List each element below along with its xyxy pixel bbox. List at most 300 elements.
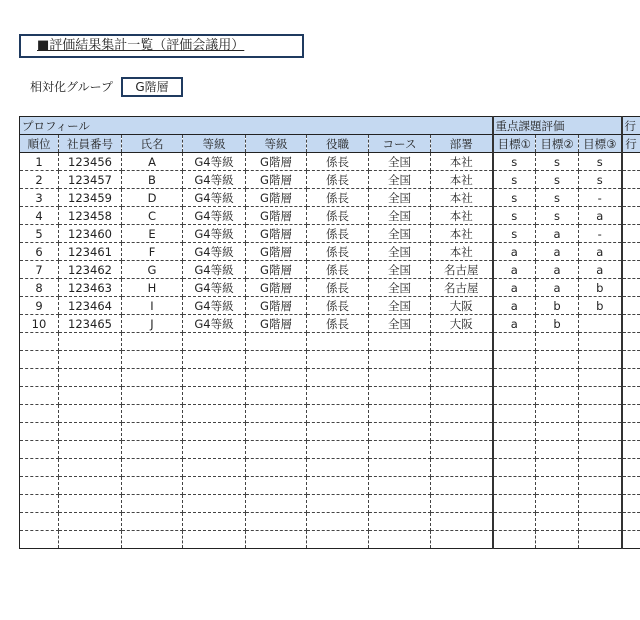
table-cell[interactable]	[431, 459, 493, 477]
table-cell[interactable]	[59, 513, 122, 531]
table-cell[interactable]	[579, 513, 622, 531]
table-cell[interactable]: 6	[20, 243, 59, 261]
table-cell[interactable]	[431, 477, 493, 495]
table-cell[interactable]	[20, 495, 59, 513]
table-cell[interactable]	[369, 459, 431, 477]
table-cell[interactable]	[20, 531, 59, 549]
table-cell[interactable]	[59, 405, 122, 423]
column-header-row	[20, 135, 640, 153]
table-cell[interactable]: s	[536, 171, 579, 189]
table-cell[interactable]	[579, 351, 622, 369]
table-cell[interactable]	[307, 387, 369, 405]
table-cell[interactable]	[431, 369, 493, 387]
table-cell[interactable]	[431, 423, 493, 441]
table-row	[20, 171, 640, 189]
column-header: 部署	[431, 135, 493, 153]
table-cell[interactable]: D	[122, 189, 183, 207]
table-cell[interactable]	[579, 315, 622, 333]
table-cell[interactable]: 5	[20, 225, 59, 243]
table-cell[interactable]: s	[536, 189, 579, 207]
table-cell[interactable]	[622, 495, 640, 513]
table-cell[interactable]: 全国	[369, 171, 431, 189]
table-cell[interactable]	[493, 477, 536, 495]
table-cell[interactable]	[183, 333, 246, 351]
table-cell[interactable]: G階層	[246, 297, 307, 315]
table-cell[interactable]	[20, 351, 59, 369]
table-cell[interactable]	[307, 441, 369, 459]
table-cell[interactable]	[246, 423, 307, 441]
column-header: 行	[622, 135, 640, 153]
table-cell[interactable]	[122, 387, 183, 405]
table-cell[interactable]: 123465	[59, 315, 122, 333]
table-cell[interactable]	[493, 351, 536, 369]
table-cell[interactable]	[536, 351, 579, 369]
table-cell[interactable]	[20, 333, 59, 351]
table-cell[interactable]	[246, 369, 307, 387]
table-cell[interactable]: G4等級	[183, 261, 246, 279]
table-cell[interactable]: B	[122, 171, 183, 189]
table-cell[interactable]	[246, 459, 307, 477]
table-cell[interactable]	[307, 495, 369, 513]
empty-row	[20, 405, 640, 423]
table-cell[interactable]	[622, 333, 640, 351]
table-cell[interactable]	[493, 459, 536, 477]
table-cell[interactable]	[622, 477, 640, 495]
table-cell[interactable]: G4等級	[183, 279, 246, 297]
table-cell[interactable]	[493, 441, 536, 459]
table-cell[interactable]	[579, 387, 622, 405]
table-cell[interactable]: 123456	[59, 153, 122, 171]
table-cell[interactable]	[122, 405, 183, 423]
table-cell[interactable]	[431, 387, 493, 405]
column-header: 役職	[307, 135, 369, 153]
empty-row	[20, 441, 640, 459]
column-header: 順位	[20, 135, 59, 153]
table-cell[interactable]	[307, 477, 369, 495]
sheet-title-box	[19, 34, 304, 58]
table-cell[interactable]: -	[579, 225, 622, 243]
table-cell[interactable]	[122, 477, 183, 495]
table-cell[interactable]: C	[122, 207, 183, 225]
table-cell[interactable]	[493, 495, 536, 513]
table-cell[interactable]: G階層	[246, 189, 307, 207]
table-cell[interactable]	[307, 333, 369, 351]
table-cell[interactable]	[369, 531, 431, 549]
table-cell[interactable]: 本社	[431, 225, 493, 243]
table-cell[interactable]: G	[122, 261, 183, 279]
table-cell[interactable]	[579, 495, 622, 513]
table-cell[interactable]	[493, 387, 536, 405]
table-cell[interactable]: G階層	[246, 225, 307, 243]
table-cell[interactable]: 係長	[307, 279, 369, 297]
table-cell[interactable]	[59, 531, 122, 549]
table-cell[interactable]: 8	[20, 279, 59, 297]
table-cell[interactable]	[493, 531, 536, 549]
table-cell[interactable]	[622, 351, 640, 369]
table-cell[interactable]: 123460	[59, 225, 122, 243]
table-cell[interactable]	[183, 351, 246, 369]
table-cell[interactable]	[579, 423, 622, 441]
table-cell[interactable]	[183, 369, 246, 387]
table-cell[interactable]: G階層	[246, 171, 307, 189]
table-cell[interactable]	[246, 333, 307, 351]
column-header: コース	[369, 135, 431, 153]
table-cell[interactable]	[246, 441, 307, 459]
table-cell[interactable]	[20, 513, 59, 531]
empty-row	[20, 369, 640, 387]
table-cell[interactable]	[431, 441, 493, 459]
table-cell[interactable]	[183, 423, 246, 441]
table-cell[interactable]: 123464	[59, 297, 122, 315]
table-cell[interactable]: 全国	[369, 225, 431, 243]
table-cell[interactable]: b	[579, 279, 622, 297]
table-cell[interactable]: 係長	[307, 297, 369, 315]
table-row	[20, 315, 640, 333]
table-cell[interactable]	[307, 405, 369, 423]
table-cell[interactable]	[622, 459, 640, 477]
table-cell[interactable]: G階層	[246, 315, 307, 333]
table-cell[interactable]: 123463	[59, 279, 122, 297]
section-profile: プロフィール	[20, 117, 493, 135]
table-cell[interactable]: 7	[20, 261, 59, 279]
table-cell[interactable]	[493, 423, 536, 441]
table-cell[interactable]	[246, 531, 307, 549]
table-cell[interactable]	[536, 333, 579, 351]
column-header: 等級	[183, 135, 246, 153]
table-cell[interactable]: a	[493, 243, 536, 261]
table-cell[interactable]: 3	[20, 189, 59, 207]
table-cell[interactable]	[431, 495, 493, 513]
table-row	[20, 261, 640, 279]
table-cell[interactable]	[622, 279, 640, 297]
table-cell[interactable]	[536, 531, 579, 549]
table-cell[interactable]	[122, 459, 183, 477]
table-cell[interactable]: G階層	[246, 207, 307, 225]
table-cell[interactable]	[369, 441, 431, 459]
table-cell[interactable]	[536, 495, 579, 513]
empty-row	[20, 387, 640, 405]
table-cell[interactable]	[493, 333, 536, 351]
table-cell[interactable]	[622, 405, 640, 423]
table-cell[interactable]	[307, 531, 369, 549]
table-cell[interactable]: 係長	[307, 207, 369, 225]
table-cell[interactable]	[122, 423, 183, 441]
table-cell[interactable]	[183, 459, 246, 477]
table-cell[interactable]: 本社	[431, 171, 493, 189]
table-cell[interactable]: 9	[20, 297, 59, 315]
table-cell[interactable]: J	[122, 315, 183, 333]
table-cell[interactable]: 本社	[431, 207, 493, 225]
table-cell[interactable]: s	[579, 153, 622, 171]
table-cell[interactable]	[246, 513, 307, 531]
table-cell[interactable]	[122, 495, 183, 513]
table-cell[interactable]	[493, 513, 536, 531]
table-cell[interactable]	[183, 405, 246, 423]
table-cell[interactable]	[431, 405, 493, 423]
table-cell[interactable]	[579, 459, 622, 477]
table-cell[interactable]: 係長	[307, 243, 369, 261]
table-cell[interactable]	[536, 459, 579, 477]
table-cell[interactable]	[622, 387, 640, 405]
table-cell[interactable]: 4	[20, 207, 59, 225]
table-cell[interactable]	[579, 531, 622, 549]
table-cell[interactable]	[622, 315, 640, 333]
table-cell[interactable]: F	[122, 243, 183, 261]
table-cell[interactable]: 123462	[59, 261, 122, 279]
table-cell[interactable]: 2	[20, 171, 59, 189]
column-header: 目標③	[579, 135, 622, 153]
table-cell[interactable]	[369, 387, 431, 405]
table-cell[interactable]: E	[122, 225, 183, 243]
empty-row	[20, 351, 640, 369]
table-cell[interactable]	[59, 477, 122, 495]
table-cell[interactable]: 123459	[59, 189, 122, 207]
empty-row	[20, 423, 640, 441]
column-header: 氏名	[122, 135, 183, 153]
table-cell[interactable]	[59, 351, 122, 369]
table-cell[interactable]: 係長	[307, 315, 369, 333]
table-cell[interactable]	[622, 207, 640, 225]
table-cell[interactable]	[369, 513, 431, 531]
table-cell[interactable]	[307, 459, 369, 477]
empty-row	[20, 513, 640, 531]
table-cell[interactable]: 全国	[369, 207, 431, 225]
table-cell[interactable]	[59, 423, 122, 441]
table-cell[interactable]	[622, 441, 640, 459]
table-cell[interactable]	[246, 405, 307, 423]
table-cell[interactable]	[20, 477, 59, 495]
table-cell[interactable]	[431, 513, 493, 531]
table-cell[interactable]	[59, 369, 122, 387]
table-cell[interactable]	[122, 531, 183, 549]
table-cell[interactable]: a	[493, 261, 536, 279]
table-cell[interactable]	[183, 441, 246, 459]
table-cell[interactable]	[122, 441, 183, 459]
table-cell[interactable]	[431, 351, 493, 369]
table-cell[interactable]	[20, 387, 59, 405]
table-cell[interactable]	[536, 441, 579, 459]
evaluation-table	[19, 116, 640, 549]
table-cell[interactable]	[431, 531, 493, 549]
table-cell[interactable]: 係長	[307, 189, 369, 207]
table-cell[interactable]: A	[122, 153, 183, 171]
table-cell[interactable]	[579, 333, 622, 351]
table-cell[interactable]: G4等級	[183, 153, 246, 171]
table-cell[interactable]: G4等級	[183, 171, 246, 189]
table-cell[interactable]	[369, 423, 431, 441]
table-cell[interactable]: b	[536, 315, 579, 333]
table-cell[interactable]	[183, 513, 246, 531]
table-cell[interactable]	[20, 369, 59, 387]
sheet-title: ■評価結果集計一覧（評価会議用）	[37, 38, 245, 53]
table-cell[interactable]: 大阪	[431, 315, 493, 333]
table-cell[interactable]	[307, 513, 369, 531]
table-cell[interactable]	[369, 495, 431, 513]
table-cell[interactable]: G4等級	[183, 297, 246, 315]
table-cell[interactable]: a	[536, 261, 579, 279]
table-cell[interactable]	[536, 405, 579, 423]
table-cell[interactable]	[59, 459, 122, 477]
table-cell[interactable]: a	[536, 243, 579, 261]
table-cell[interactable]	[122, 351, 183, 369]
table-cell[interactable]	[622, 153, 640, 171]
column-header: 等級	[246, 135, 307, 153]
table-cell[interactable]: 係長	[307, 261, 369, 279]
table-cell[interactable]	[622, 171, 640, 189]
table-cell[interactable]	[579, 405, 622, 423]
table-cell[interactable]	[622, 531, 640, 549]
table-cell[interactable]: 大阪	[431, 297, 493, 315]
relative-group-value[interactable]: G階層	[121, 77, 183, 97]
table-cell[interactable]: s	[579, 171, 622, 189]
table-cell[interactable]	[622, 369, 640, 387]
table-cell[interactable]: a	[493, 297, 536, 315]
table-cell[interactable]: s	[493, 153, 536, 171]
table-cell[interactable]: 全国	[369, 243, 431, 261]
table-cell[interactable]	[622, 297, 640, 315]
table-cell[interactable]	[246, 477, 307, 495]
section-next: 行	[622, 117, 640, 135]
table-cell[interactable]	[59, 333, 122, 351]
table-cell[interactable]: s	[536, 207, 579, 225]
table-cell[interactable]	[622, 423, 640, 441]
table-cell[interactable]: G4等級	[183, 243, 246, 261]
table-cell[interactable]: a	[493, 315, 536, 333]
table-cell[interactable]: 全国	[369, 279, 431, 297]
table-cell[interactable]: I	[122, 297, 183, 315]
table-cell[interactable]	[369, 405, 431, 423]
table-row	[20, 207, 640, 225]
table-cell[interactable]	[20, 441, 59, 459]
table-cell[interactable]	[493, 369, 536, 387]
table-cell[interactable]	[369, 369, 431, 387]
table-cell[interactable]	[122, 513, 183, 531]
table-cell[interactable]	[246, 351, 307, 369]
table-cell[interactable]	[246, 495, 307, 513]
table-cell[interactable]	[307, 369, 369, 387]
table-cell[interactable]: 係長	[307, 225, 369, 243]
table-cell[interactable]	[59, 387, 122, 405]
table-cell[interactable]	[622, 189, 640, 207]
table-cell[interactable]	[536, 477, 579, 495]
table-cell[interactable]	[493, 405, 536, 423]
table-cell[interactable]: 123461	[59, 243, 122, 261]
table-cell[interactable]	[20, 459, 59, 477]
table-cell[interactable]	[20, 423, 59, 441]
table-cell[interactable]	[246, 387, 307, 405]
table-cell[interactable]: G階層	[246, 261, 307, 279]
table-cell[interactable]: 全国	[369, 261, 431, 279]
table-row	[20, 243, 640, 261]
table-cell[interactable]: b	[536, 297, 579, 315]
table-row	[20, 279, 640, 297]
table-cell[interactable]: s	[493, 225, 536, 243]
table-cell[interactable]: G階層	[246, 243, 307, 261]
table-cell[interactable]	[307, 351, 369, 369]
table-cell[interactable]: 名古屋	[431, 279, 493, 297]
table-cell[interactable]	[307, 423, 369, 441]
table-cell[interactable]: 係長	[307, 153, 369, 171]
table-cell[interactable]	[183, 495, 246, 513]
table-cell[interactable]: G階層	[246, 153, 307, 171]
table-cell[interactable]	[431, 333, 493, 351]
table-cell[interactable]: s	[493, 189, 536, 207]
table-cell[interactable]: 係長	[307, 171, 369, 189]
table-cell[interactable]	[579, 477, 622, 495]
table-cell[interactable]: 10	[20, 315, 59, 333]
column-header: 目標①	[493, 135, 536, 153]
table-cell[interactable]	[536, 423, 579, 441]
table-cell[interactable]: 本社	[431, 153, 493, 171]
table-cell[interactable]	[622, 225, 640, 243]
table-cell[interactable]	[622, 513, 640, 531]
table-cell[interactable]	[122, 333, 183, 351]
table-cell[interactable]	[369, 351, 431, 369]
table-cell[interactable]: 本社	[431, 189, 493, 207]
table-cell[interactable]: G4等級	[183, 225, 246, 243]
table-cell[interactable]: G階層	[246, 279, 307, 297]
table-cell[interactable]	[369, 477, 431, 495]
table-cell[interactable]	[183, 387, 246, 405]
table-cell[interactable]: H	[122, 279, 183, 297]
table-cell[interactable]: 全国	[369, 315, 431, 333]
table-cell[interactable]: a	[579, 243, 622, 261]
table-cell[interactable]: a	[493, 279, 536, 297]
table-row	[20, 153, 640, 171]
table-cell[interactable]: s	[536, 153, 579, 171]
empty-row	[20, 477, 640, 495]
table-cell[interactable]	[536, 369, 579, 387]
table-cell[interactable]: a	[579, 207, 622, 225]
table-cell[interactable]	[122, 369, 183, 387]
table-cell[interactable]	[622, 243, 640, 261]
table-cell[interactable]: a	[579, 261, 622, 279]
table-cell[interactable]: a	[536, 225, 579, 243]
table-cell[interactable]: G4等級	[183, 315, 246, 333]
table-cell[interactable]: s	[493, 207, 536, 225]
table-cell[interactable]: 全国	[369, 153, 431, 171]
table-cell[interactable]	[183, 531, 246, 549]
table-cell[interactable]: 本社	[431, 243, 493, 261]
table-cell[interactable]	[536, 387, 579, 405]
table-cell[interactable]: 123457	[59, 171, 122, 189]
table-cell[interactable]: 全国	[369, 189, 431, 207]
table-cell[interactable]	[579, 441, 622, 459]
table-cell[interactable]	[183, 477, 246, 495]
table-cell[interactable]	[59, 495, 122, 513]
table-cell[interactable]: b	[579, 297, 622, 315]
table-cell[interactable]: G4等級	[183, 189, 246, 207]
table-cell[interactable]: s	[493, 171, 536, 189]
table-cell[interactable]	[59, 441, 122, 459]
column-header: 目標②	[536, 135, 579, 153]
table-cell[interactable]	[20, 405, 59, 423]
table-cell[interactable]	[622, 261, 640, 279]
table-row	[20, 225, 640, 243]
table-cell[interactable]: 1	[20, 153, 59, 171]
table-cell[interactable]: G4等級	[183, 207, 246, 225]
empty-row	[20, 333, 640, 351]
empty-row	[20, 459, 640, 477]
table-cell[interactable]	[369, 333, 431, 351]
table-cell[interactable]: 名古屋	[431, 261, 493, 279]
table-cell[interactable]	[579, 369, 622, 387]
table-cell[interactable]: 123458	[59, 207, 122, 225]
table-cell[interactable]: a	[536, 279, 579, 297]
table-cell[interactable]	[536, 513, 579, 531]
table-cell[interactable]: -	[579, 189, 622, 207]
table-cell[interactable]: 全国	[369, 297, 431, 315]
